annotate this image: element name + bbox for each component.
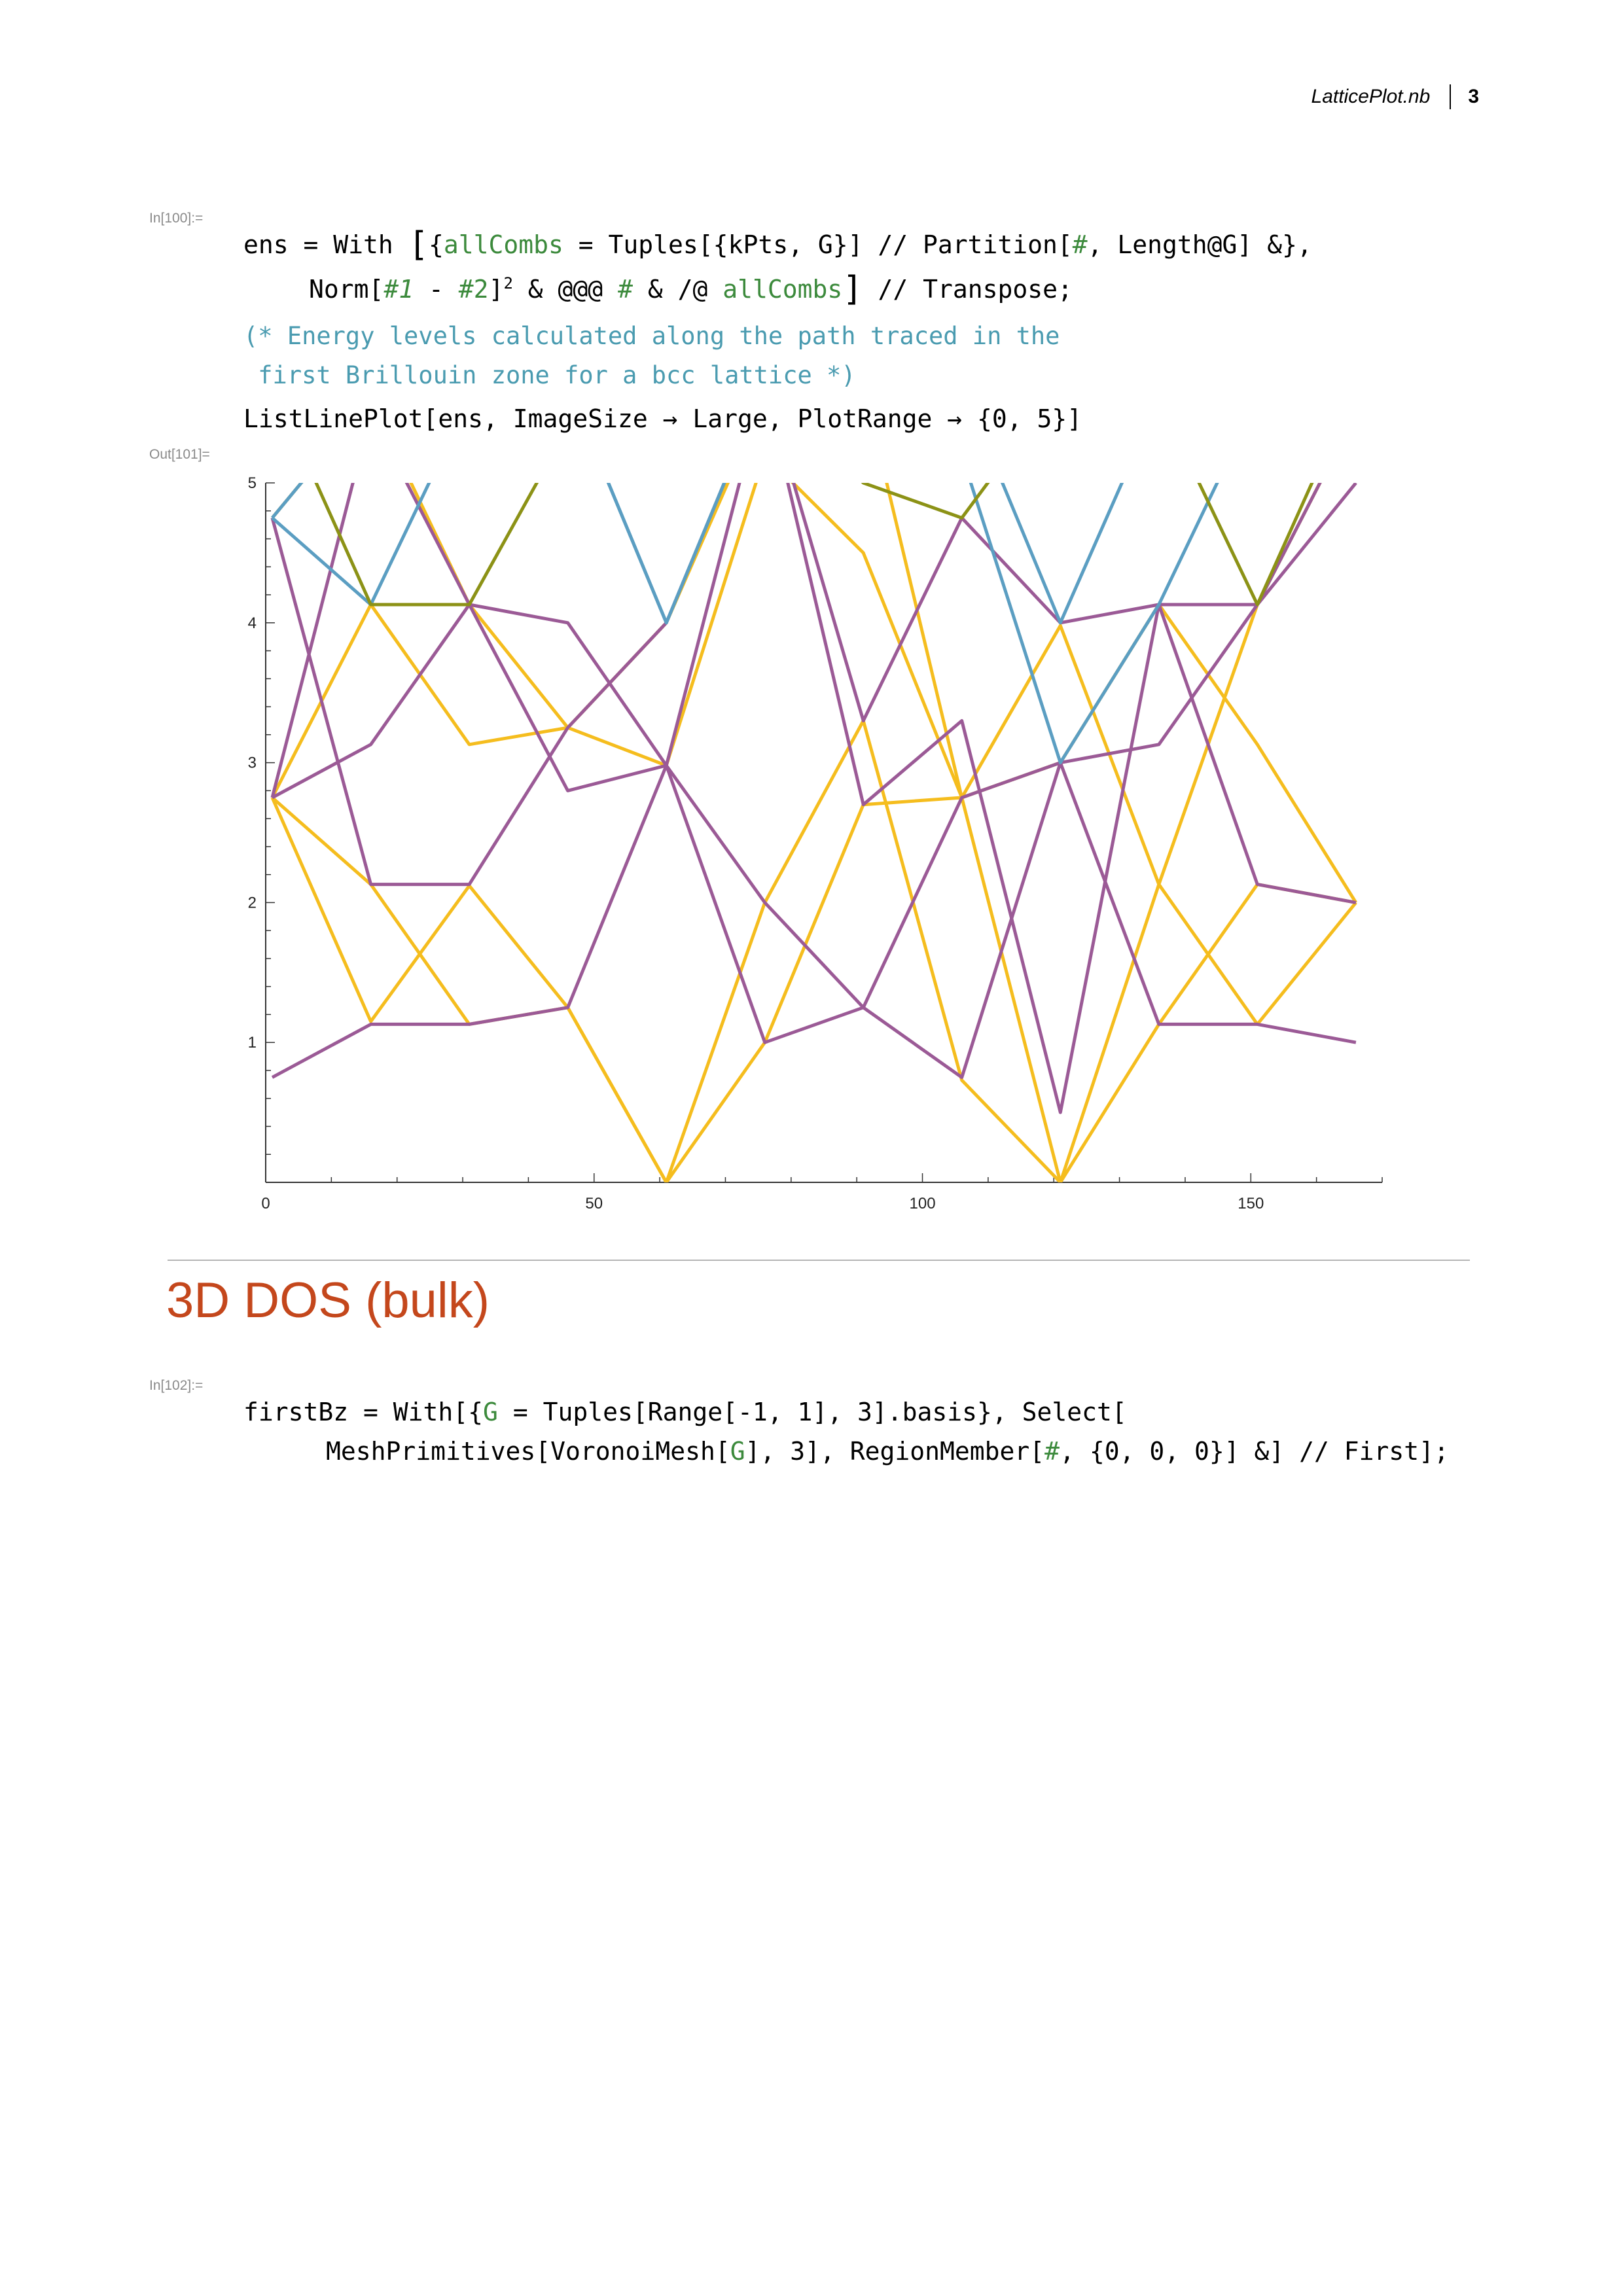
y-tick-label: 1: [247, 1034, 257, 1052]
code-token: // Transpose;: [863, 275, 1073, 304]
section-title: 3D DOS (bulk): [166, 1273, 490, 1328]
page-header: [1311, 84, 1479, 110]
x-tick-label: 50: [585, 1195, 603, 1212]
notebook-filename: LatticePlot.nb: [1311, 86, 1431, 107]
code-token: = Tuples[Range[-1, 1], 3].basis}, Select[: [497, 1398, 1127, 1426]
code-comment-line-1: (* Energy levels calculated along the path traced in the: [243, 322, 1060, 350]
code-line-firstbz-2[interactable]: [326, 1437, 1449, 1466]
code-token: firstBz = With[{: [243, 1398, 484, 1426]
code-line-1[interactable]: [243, 225, 1312, 264]
code-line-2[interactable]: [309, 270, 1073, 309]
code-token: {: [428, 230, 444, 259]
slot-token: #: [1072, 230, 1088, 259]
band-series-line: [272, 483, 1356, 1042]
variable-token: allCombs: [722, 275, 843, 304]
code-token: & /@: [632, 275, 723, 304]
slot-token: #: [1044, 1437, 1060, 1466]
code-token: , Length@G] &},: [1087, 230, 1312, 259]
variable-token: G: [730, 1437, 745, 1466]
code-token: MeshPrimitives[VoronoiMesh[: [326, 1437, 730, 1466]
code-token: ]: [488, 275, 504, 304]
code-token: Norm[: [309, 275, 384, 304]
variable-token: G: [483, 1398, 498, 1426]
bracket-token: ]: [842, 270, 863, 309]
energy-band-plot: [242, 471, 1394, 1217]
x-tick-label: 100: [909, 1195, 936, 1212]
y-tick-label: 4: [247, 614, 257, 632]
output-label-101: Out[101]=: [149, 447, 210, 462]
x-tick-label: 150: [1238, 1195, 1264, 1212]
code-token: = Tuples[{kPts, G}] // Partition[: [563, 230, 1073, 259]
x-tick-label: 0: [261, 1195, 270, 1212]
slot-token: #1: [383, 275, 414, 304]
y-tick-label: 2: [247, 894, 257, 912]
input-label-100: In[100]:=: [149, 211, 204, 226]
code-line-3[interactable]: ListLinePlot[ens, ImageSize → Large, PlotRange → {0, 5}]: [243, 404, 1082, 433]
code-line-firstbz-1[interactable]: [243, 1398, 1127, 1426]
slot-token: #: [618, 275, 633, 304]
code-token: , {0, 0, 0}] &] // First];: [1060, 1437, 1449, 1466]
code-comment-line-2: first Brillouin zone for a bcc lattice *): [243, 361, 856, 389]
code-token: & @@@: [512, 275, 618, 304]
page-number: 3: [1468, 86, 1479, 107]
code-token: ens = With: [243, 230, 408, 259]
exponent-token: 2: [503, 274, 513, 292]
y-tick-label: 3: [247, 754, 257, 772]
slot-token: #2: [458, 275, 489, 304]
section-divider: [168, 1260, 1470, 1261]
bracket-token: [: [408, 225, 429, 264]
band-series-line: [272, 471, 1356, 1112]
code-token: ], 3], RegionMember[: [745, 1437, 1045, 1466]
band-series-line: [272, 798, 1356, 1182]
y-tick-label: 5: [247, 474, 257, 492]
variable-token: allCombs: [443, 230, 563, 259]
band-series-line: [272, 471, 1356, 763]
input-label-102: In[102]:=: [149, 1378, 204, 1393]
code-token: -: [414, 275, 459, 304]
